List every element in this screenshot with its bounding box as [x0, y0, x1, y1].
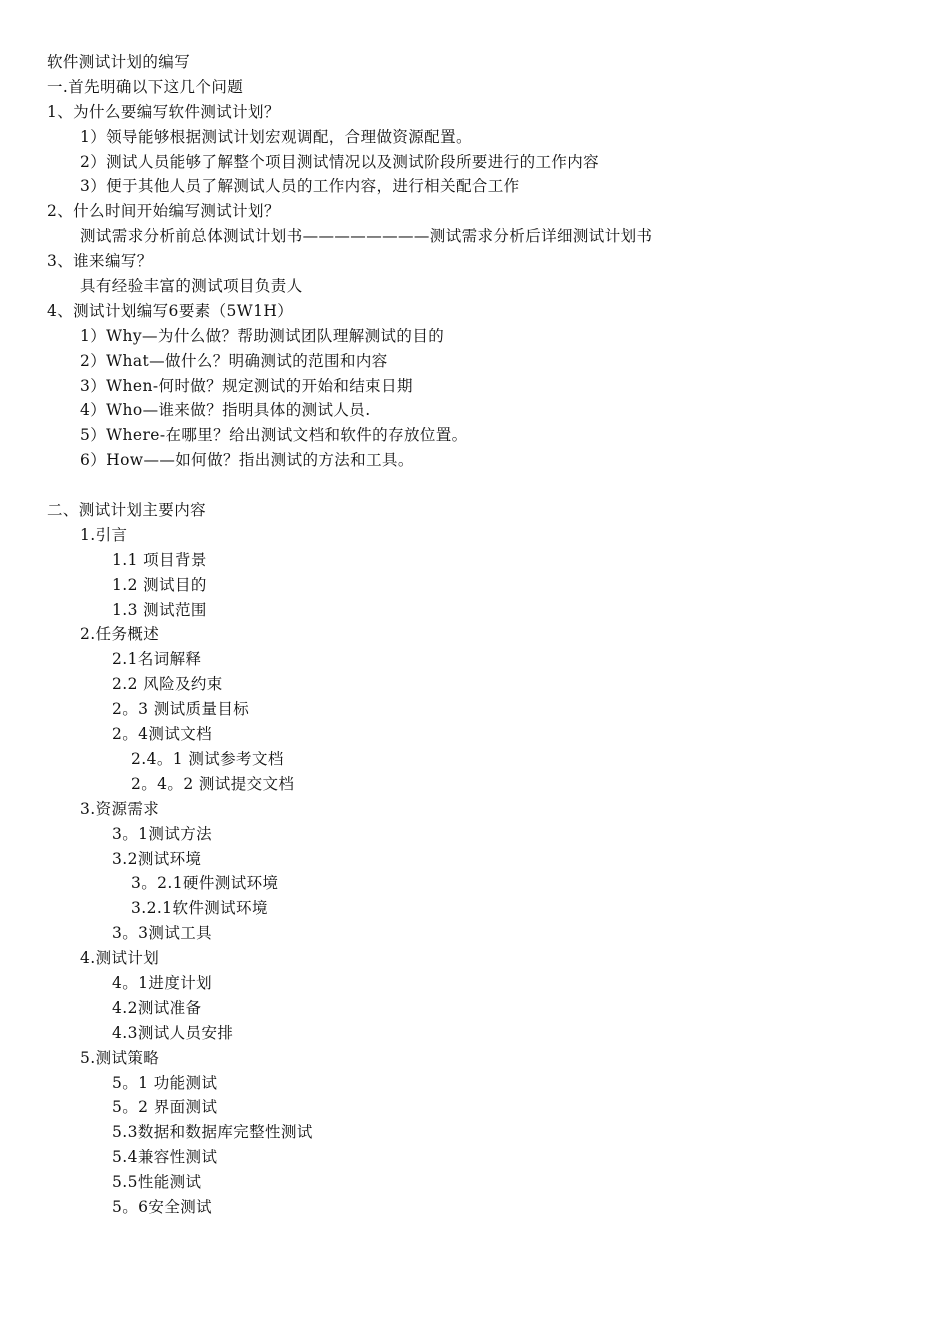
subsection-item: 5。6安全测试 — [112, 1197, 213, 1216]
subsection-item: 3。1测试方法 — [112, 824, 213, 843]
subsection-item: 5.5性能测试 — [112, 1173, 202, 1192]
answer-item: 2）测试人员能够了解整个项目测试情况以及测试阶段所要进行的工作内容 — [80, 152, 600, 171]
section-title: 3.资源需求 — [80, 799, 160, 818]
question-4: 4、测试计划编写6要素（5W1H） — [47, 301, 294, 320]
subsection-item: 4.3测试人员安排 — [112, 1023, 234, 1042]
document-title: 软件测试计划的编写 — [47, 53, 191, 71]
sub-subsection-item: 3.2.1软件测试环境 — [131, 899, 268, 918]
answer-item: 5）Where-在哪里？给出测试文档和软件的存放位置。 — [80, 426, 468, 445]
answer-item: 4）Who—谁来做？指明具体的测试人员. — [80, 401, 371, 420]
subsection-item: 3.2测试环境 — [112, 849, 202, 868]
section-title: 5.测试策略 — [80, 1048, 160, 1067]
subsection-item: 2.2 风险及约束 — [112, 675, 223, 694]
answer-item: 2）What—做什么？明确测试的范围和内容 — [80, 351, 388, 370]
subsection-item: 2.1名词解释 — [112, 650, 202, 669]
answer-item: 1）Why—为什么做？帮助测试团队理解测试的目的 — [80, 326, 445, 345]
subsection-item: 5。1 功能测试 — [112, 1073, 218, 1092]
subsection-item: 1.1 项目背景 — [112, 550, 207, 569]
answer-item: 3）便于其他人员了解测试人员的工作内容，进行相关配合工作 — [80, 177, 520, 196]
subsection-item: 4。1进度计划 — [112, 973, 213, 992]
part2-heading: 二、测试计划主要内容 — [47, 501, 207, 520]
subsection-item: 2。3 测试质量目标 — [112, 700, 250, 719]
subsection-item: 5.4兼容性测试 — [112, 1148, 218, 1167]
sub-subsection-item: 2。4。2 测试提交文档 — [131, 774, 295, 793]
subsection-item: 2。4测试文档 — [112, 725, 213, 744]
sub-subsection-item: 2.4。1 测试参考文档 — [131, 749, 284, 768]
question-3: 3、谁来编写？ — [47, 252, 153, 271]
part1-heading: 一.首先明确以下这几个问题 — [47, 77, 244, 96]
answer-item: 3）When-何时做？规定测试的开始和结束日期 — [80, 376, 413, 395]
blank-line — [0, 473, 950, 498]
answer-item: 1）领导能够根据测试计划宏观调配，合理做资源配置。 — [80, 127, 472, 146]
question-2: 2、什么时间开始编写测试计划？ — [47, 202, 280, 221]
subsection-item: 5。2 界面测试 — [112, 1098, 218, 1117]
subsection-item: 4.2测试准备 — [112, 998, 202, 1017]
section-title: 2.任务概述 — [80, 625, 160, 644]
answer-item: 6）How——如何做？指出测试的方法和工具。 — [80, 451, 414, 470]
subsection-item: 3。3测试工具 — [112, 924, 213, 943]
answer-item: 具有经验丰富的测试项目负责人 — [80, 277, 303, 296]
section-title: 4.测试计划 — [80, 949, 160, 968]
question-1: 1、为什么要编写软件测试计划？ — [47, 102, 280, 121]
answer-item: 测试需求分析前总体测试计划书————————测试需求分析后详细测试计划书 — [80, 227, 653, 246]
document-page — [0, 50, 950, 1220]
subsection-item: 1.2 测试目的 — [112, 575, 207, 594]
subsection-item: 5.3数据和数据库完整性测试 — [112, 1123, 313, 1142]
subsection-item: 1.3 测试范围 — [112, 600, 207, 619]
section-title: 1.引言 — [80, 525, 128, 544]
sub-subsection-item: 3。2.1硬件测试环境 — [131, 874, 279, 893]
